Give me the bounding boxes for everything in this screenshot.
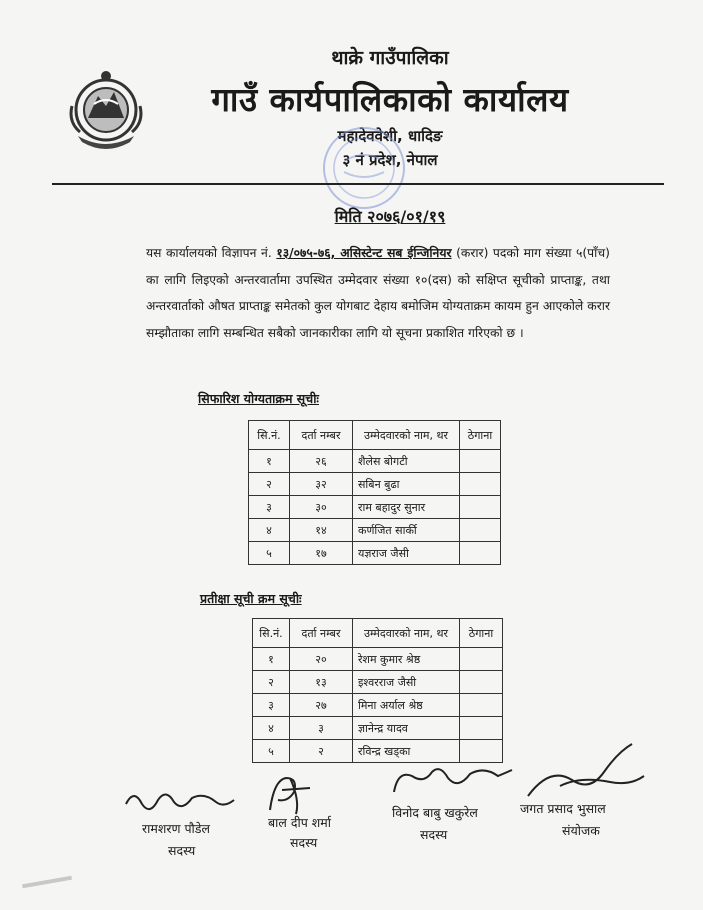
serial-cell: १ bbox=[249, 450, 290, 473]
table-row bbox=[249, 519, 501, 542]
address-line-1: महादेववेशी, धादिङ bbox=[337, 127, 443, 145]
table-row bbox=[253, 694, 503, 717]
registration-cell: १४ bbox=[290, 519, 353, 542]
table-row bbox=[253, 717, 503, 740]
signatory-name: जगत प्रसाद भुसाल bbox=[520, 801, 606, 816]
registration-cell: ३ bbox=[290, 717, 353, 740]
address-cell bbox=[460, 542, 501, 565]
candidate-name-cell: रविन्द्र खड्का bbox=[353, 740, 460, 763]
table-row bbox=[253, 671, 503, 694]
serial-cell: २ bbox=[249, 473, 290, 496]
column-header: ठेगाना bbox=[460, 619, 503, 648]
advertisement-reference: १३/०७५-७६, असिस्टेन्ट सब ईन्जिनियर bbox=[276, 246, 452, 260]
header-divider bbox=[52, 183, 664, 185]
signature-4 bbox=[520, 736, 650, 806]
address-cell bbox=[460, 496, 501, 519]
address-cell bbox=[460, 671, 503, 694]
recommended-list-title: सिफारिश योग्यताक्रम सूचीः bbox=[198, 391, 319, 406]
address-cell bbox=[460, 519, 501, 542]
recommended-table bbox=[248, 420, 501, 565]
table-row bbox=[253, 648, 503, 671]
signature-2 bbox=[260, 770, 320, 820]
office-title: गाउँ कार्यपालिकाको कार्यालय bbox=[211, 80, 569, 119]
candidate-name-cell: शैलेस बोगटी bbox=[353, 450, 460, 473]
registration-cell: २७ bbox=[290, 694, 353, 717]
candidate-name-cell: ज्ञानेन्द्र यादव bbox=[353, 717, 460, 740]
table-header-row bbox=[253, 619, 503, 648]
municipality-name: थाक्रे गाउँपालिका bbox=[331, 47, 449, 69]
scan-artifact bbox=[22, 876, 72, 889]
address-cell bbox=[460, 450, 501, 473]
address-cell bbox=[460, 740, 503, 763]
column-header: उम्मेदवारको नाम, थर bbox=[353, 421, 460, 450]
nepal-emblem-icon bbox=[64, 66, 148, 150]
column-header: दर्ता नम्बर bbox=[290, 421, 353, 450]
signatory-name: बाल दीप शर्मा bbox=[268, 815, 331, 830]
registration-cell: २० bbox=[290, 648, 353, 671]
registration-cell: १७ bbox=[290, 542, 353, 565]
serial-cell: ३ bbox=[253, 694, 290, 717]
address-line-2: ३ नं प्रदेश, नेपाल bbox=[342, 151, 438, 169]
serial-cell: ४ bbox=[253, 717, 290, 740]
signatory-name: विनोद बाबु खकुरेल bbox=[392, 805, 478, 820]
address-cell bbox=[460, 648, 503, 671]
serial-cell: ५ bbox=[249, 542, 290, 565]
candidate-name-cell: यज्ञराज जैसी bbox=[353, 542, 460, 565]
column-header: ठेगाना bbox=[460, 421, 501, 450]
registration-cell: ३० bbox=[290, 496, 353, 519]
registration-cell: २६ bbox=[290, 450, 353, 473]
serial-cell: ३ bbox=[249, 496, 290, 519]
column-header: सि.नं. bbox=[253, 619, 290, 648]
column-header: दर्ता नम्बर bbox=[290, 619, 353, 648]
address-cell bbox=[460, 473, 501, 496]
serial-cell: ५ bbox=[253, 740, 290, 763]
serial-cell: २ bbox=[253, 671, 290, 694]
candidate-name-cell: मिना अर्याल श्रेष्ठ bbox=[353, 694, 460, 717]
signatory-role: संयोजक bbox=[562, 823, 600, 838]
address-cell bbox=[460, 694, 503, 717]
signatory-name: रामशरण पौडेल bbox=[142, 821, 210, 836]
candidate-name-cell: कर्णजित सार्की bbox=[353, 519, 460, 542]
signature-1 bbox=[120, 782, 240, 822]
signatory-role: सदस्य bbox=[420, 827, 448, 842]
registration-cell: १३ bbox=[290, 671, 353, 694]
table-row bbox=[249, 450, 501, 473]
candidate-name-cell: राम बहादुर सुनार bbox=[353, 496, 460, 519]
candidate-name-cell: रेशम कुमार श्रेष्ठ bbox=[353, 648, 460, 671]
waiting-list-title: प्रतीक्षा सूची क्रम सूचीः bbox=[200, 591, 302, 606]
office-stamp-icon bbox=[316, 120, 412, 216]
table-row bbox=[249, 473, 501, 496]
address-cell bbox=[460, 717, 503, 740]
table-row bbox=[249, 542, 501, 565]
table-header-row bbox=[249, 421, 501, 450]
signatory-role: सदस्य bbox=[168, 843, 196, 858]
notice-text-1: यस कार्यालयको विज्ञापन नं. bbox=[146, 246, 272, 260]
notice-text-2: (करार) पदको माग संख्या ५(पाँच) का लागि लिइएको अन्तरवार्तामा उपस्थित उम्मेदवार संख्या १०(दस) को सक्षिप्त सूचीको प्राप्ताङ्क, तथा अन्तरवार्ताको औषत प्राप्ताङ्क समेतको कुल योगबाट देहाय बमोजिम योग्यताक्रम कायम हुन आएकोले करार सम्झौताका लागि सम्बन्धित सबैको जानकारीका लागि यो सूचना प्रकाशित गरिएको छ । bbox=[146, 246, 610, 340]
signature-3 bbox=[388, 762, 518, 802]
registration-cell: २ bbox=[290, 740, 353, 763]
signatory-role: सदस्य bbox=[290, 835, 318, 850]
column-header: सि.नं. bbox=[249, 421, 290, 450]
table-row bbox=[253, 740, 503, 763]
waiting-table bbox=[252, 618, 503, 763]
serial-cell: ४ bbox=[249, 519, 290, 542]
candidate-name-cell: सबिन बुढा bbox=[353, 473, 460, 496]
registration-cell: ३२ bbox=[290, 473, 353, 496]
notice-date: मिति २०७६/०१/१९ bbox=[334, 207, 446, 226]
column-header: उम्मेदवारको नाम, थर bbox=[353, 619, 460, 648]
serial-cell: १ bbox=[253, 648, 290, 671]
candidate-name-cell: इश्वरराज जैसी bbox=[353, 671, 460, 694]
notice-paragraph bbox=[146, 240, 610, 346]
table-row bbox=[249, 496, 501, 519]
